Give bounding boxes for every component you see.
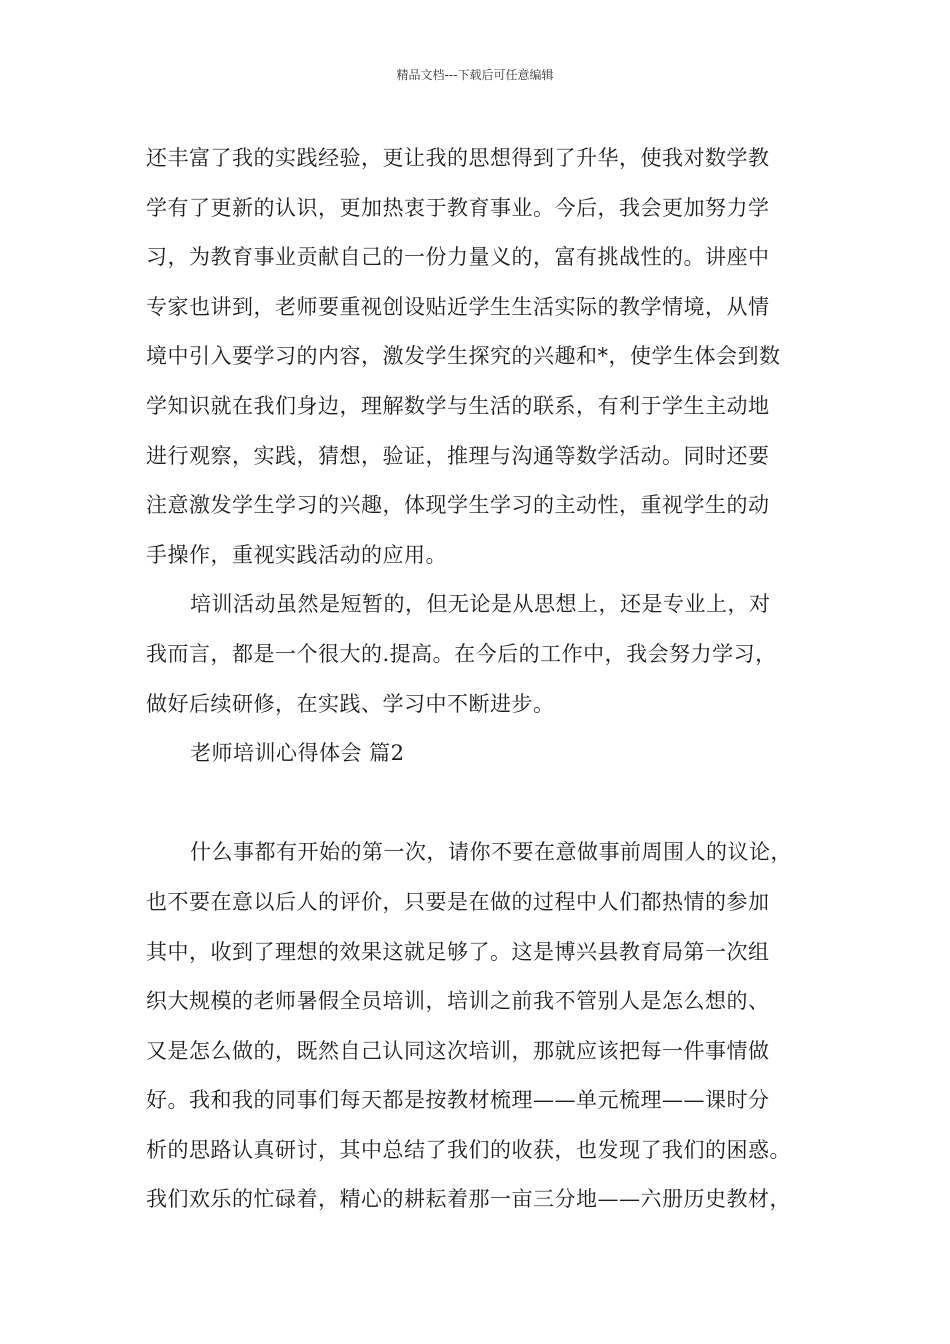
paragraph-training-summary	[146, 580, 816, 729]
text-line: 习，为教育事业贡献自己的一份力量义的，富有挑战性的。讲座中	[146, 245, 770, 270]
text-line: 也不要在意以后人的评价，只要是在做的过程中人们都热情的参加	[146, 889, 770, 914]
text-line: 好。我和我的同事们每天都是按教材梳理——单元梳理——课时分	[146, 1088, 770, 1113]
section-heading: 老师培训心得体会 篇2	[190, 741, 405, 766]
text-line: 做好后续研修，在实践、学习中不断进步。	[146, 691, 555, 716]
document-body	[146, 134, 816, 1225]
text-line: 学有了更新的认识，更加热衷于教育事业。今后，我会更加努力学	[146, 195, 770, 220]
text-line: 手操作，重视实践活动的应用。	[146, 542, 447, 567]
text-line: 专家也讲到，老师要重视创设贴近学生生活实际的教学情境，从情	[146, 294, 770, 319]
text-line: 其中，收到了理想的效果这就足够了。这是博兴县教育局第一次组	[146, 939, 770, 964]
text-line: 还丰富了我的实践经验，更让我的思想得到了升华，使我对数学教	[146, 146, 770, 170]
text-line: 什么事都有开始的第一次，请你不要在意做事前周围人的议论，	[190, 840, 792, 865]
text-line: 又是怎么做的，既然自己认同这次培训，那就应该把每一件事情做	[146, 1038, 770, 1063]
page-header: 精品文档---下载后可任意编辑	[396, 68, 554, 82]
text-line: 我而言，都是一个很大的.提高。在今后的工作中，我会努力学习，	[146, 641, 777, 666]
text-line: 我们欢乐的忙碌着，精心的耕耘着那一亩三分地——六册历史教材，	[146, 1187, 791, 1212]
text-line: 境中引入要学习的内容，激发学生探究的兴趣和*，使学生体会到数	[146, 344, 781, 369]
text-line: 织大规模的老师暑假全员培训，培训之前我不管别人是怎么想的、	[146, 989, 770, 1014]
text-line: 培训活动虽然是短暂的，但无论是从思想上，还是专业上，对	[190, 592, 771, 617]
text-line: 学知识就在我们身边，理解数学与生活的联系，有利于学生主动地	[146, 393, 770, 418]
text-line: 进行观察，实践，猜想，验证，推理与沟通等数学活动。同时还要	[146, 443, 770, 468]
text-line: 注意激发学生学习的兴趣，体现学生学习的主动性，重视学生的动	[146, 493, 770, 518]
blank-line	[146, 779, 816, 829]
text-line: 析的思路认真研讨，其中总结了我们的收获，也发现了我们的困惑。	[146, 1137, 791, 1162]
paragraph-first-time	[146, 828, 816, 1225]
paragraph-continuation	[146, 134, 816, 580]
